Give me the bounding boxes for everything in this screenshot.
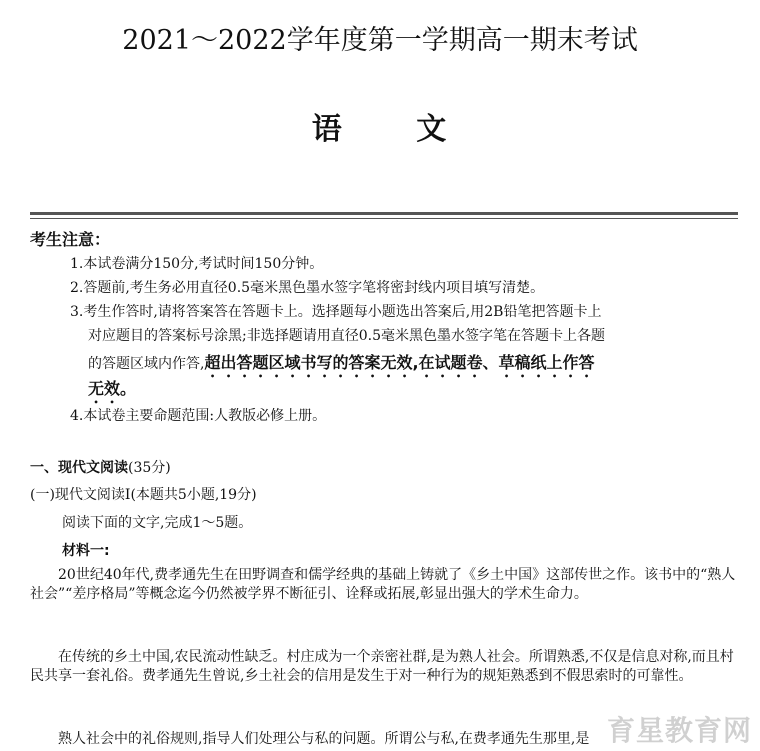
notice-item-3-tail: 的答题区域内作答, bbox=[88, 356, 205, 372]
material-label-text: 材料一: bbox=[62, 543, 110, 559]
passage-paragraph-1: 20世纪40年代,费孝通先生在田野调查和儒学经典的基础上铸就了《乡土中国》这部传世之作。该书中的“熟人社会”“差序格局”等概念迄今仍然被学界不断征引、诠释或拓展,彰显出强大的学术生命力。 bbox=[30, 567, 736, 602]
notice-item-1: 1.本试卷满分150分,考试时间150分钟。 bbox=[70, 256, 324, 272]
subsection-heading: (一)现代文阅读Ⅰ(本题共5小题,19分) bbox=[30, 487, 257, 503]
notice-item-4: 4.本试卷主要命题范围:人教版必修上册。 bbox=[70, 408, 327, 424]
section-points: (35分) bbox=[128, 460, 171, 476]
material-label bbox=[62, 540, 110, 560]
divider-thin bbox=[30, 218, 738, 219]
reading-instruction: 阅读下面的文字,完成1～5题。 bbox=[62, 515, 253, 531]
notice-heading: 考生注意： bbox=[30, 230, 111, 249]
notice-emphasis-end: 无效。 bbox=[88, 379, 137, 398]
passage-paragraph-2: 在传统的乡土中国,农民流动性缺乏。村庄成为一个亲密社群,是为熟人社会。所谓熟悉,不仅是信息对称,而且村民共享一套礼俗。费孝通先生曾说,乡土社会的信用是发生于对一种行为的规矩熟悉到不假思索时的可靠性。 bbox=[30, 649, 734, 684]
notice-item-3-end bbox=[88, 353, 595, 381]
notice-emphasis: 超出答题区域书写的答案无效,在试题卷、草稿纸上作答 bbox=[204, 353, 595, 372]
subject-title: 语 文 bbox=[311, 112, 449, 147]
notice-item-2: 2.答题前,考生务必用直径0.5毫米黑色墨水签字笔将密封线内项目填写清楚。 bbox=[70, 280, 545, 296]
divider-thick bbox=[30, 212, 738, 215]
section-heading bbox=[30, 457, 171, 477]
watermark: 育星教育网 bbox=[606, 714, 752, 747]
notice-item-3: 3.考生作答时,请将答案答在答题卡上。选择题每小题选出答案后,用2B铅笔把答题卡上 bbox=[70, 304, 602, 320]
section-title: 一、现代文阅读 bbox=[30, 460, 128, 476]
exam-title: 2021～2022学年度第一学期高一期末考试 bbox=[122, 25, 638, 56]
notice-item-3-cont: 对应题目的答案标号涂黑;非选择题请用直径0.5毫米黑色墨水签字笔在答题卡上各题 bbox=[88, 328, 605, 344]
passage-paragraph-3: 熟人社会中的礼俗规则,指导人们处理公与私的问题。所谓公与私,在费孝通先生那里,是 bbox=[58, 731, 590, 747]
